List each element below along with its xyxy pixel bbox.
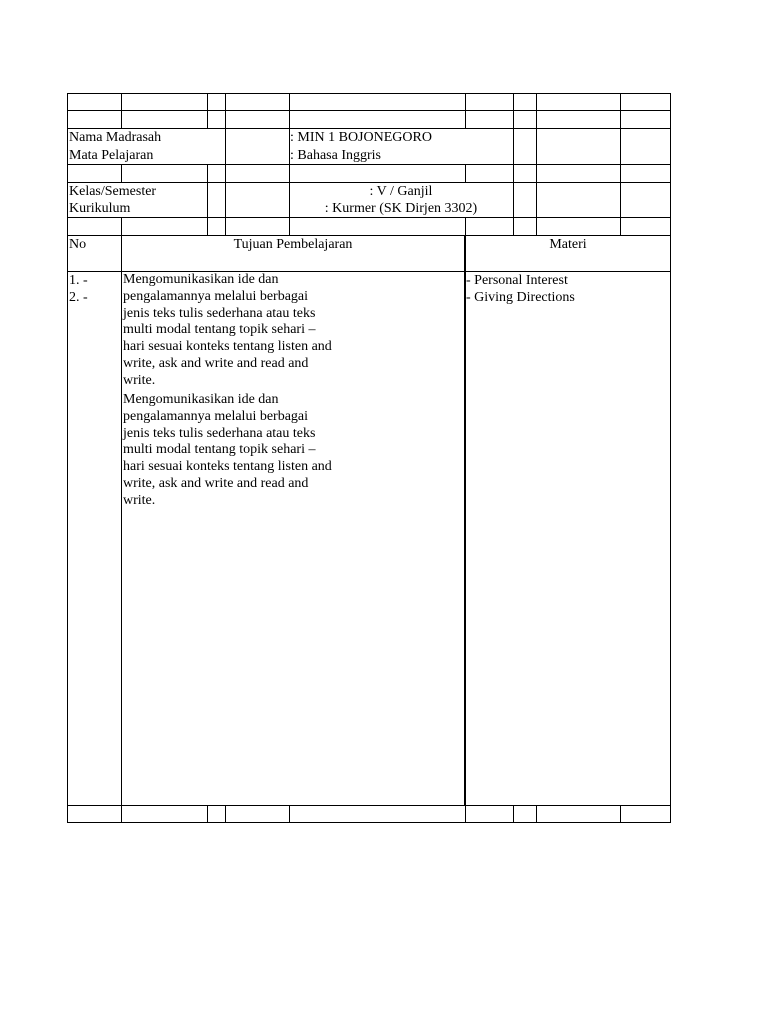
grid-line: [67, 805, 671, 806]
grid-line: [536, 93, 537, 235]
row-number: 2. -: [69, 290, 88, 305]
grid-line: [225, 93, 226, 235]
grid-line: [67, 110, 671, 111]
grid-line: [513, 805, 514, 823]
spreadsheet-grid: [67, 93, 671, 822]
grid-line: [225, 805, 226, 823]
grid-line: [289, 217, 290, 235]
grid-line: [536, 805, 537, 823]
materi-item: - Personal Interest: [466, 273, 568, 288]
grid-line: [465, 93, 466, 128]
grid-line: [67, 93, 671, 94]
kelas-semester-value: : V / Ganjil: [369, 184, 433, 199]
kurikulum-value: : Kurmer (SK Dirjen 3302): [324, 201, 478, 216]
grid-line: [121, 93, 122, 128]
grid-line: [513, 93, 514, 235]
grid-line: [620, 93, 621, 235]
grid-line: [67, 93, 68, 823]
grid-line: [207, 805, 208, 823]
column-header-tujuan: Tujuan Pembelajaran: [233, 237, 353, 252]
grid-line: [670, 93, 671, 823]
grid-line: [465, 164, 466, 182]
column-header-no: No: [69, 237, 87, 252]
tujuan-text: Mengomunikasikan ide dan pengalamannya melalui berbagai jenis teks tulis sederhana atau teks multi modal tentang topik sehari – hari sesuai konteks tentang listen and write, ask and write and read and write.: [123, 392, 332, 508]
mata-pelajaran-value: : Bahasa Inggris: [290, 148, 381, 163]
kelas-semester-label: Kelas/Semester: [69, 184, 157, 199]
materi-item: - Giving Directions: [466, 290, 575, 305]
grid-line: [67, 217, 671, 218]
mata-pelajaran-label: Mata Pelajaran: [69, 148, 154, 163]
grid-line: [207, 93, 208, 128]
grid-line: [289, 93, 290, 128]
grid-line: [464, 235, 466, 805]
grid-line: [620, 805, 621, 823]
grid-line: [67, 822, 671, 823]
grid-line: [121, 164, 122, 182]
grid-line: [207, 164, 208, 182]
nama-madrasah-value: : MIN 1 BOJONEGORO: [290, 130, 432, 145]
grid-line: [121, 235, 122, 823]
kurikulum-label: Kurikulum: [69, 201, 131, 216]
grid-line: [67, 164, 671, 165]
grid-line: [207, 182, 208, 235]
grid-line: [121, 217, 122, 235]
grid-line: [289, 164, 290, 182]
grid-line: [289, 805, 290, 823]
row-number: 1. -: [69, 273, 88, 288]
column-header-materi: Materi: [549, 237, 587, 252]
nama-madrasah-label: Nama Madrasah: [69, 130, 162, 145]
grid-line: [465, 805, 466, 823]
grid-line: [465, 217, 466, 235]
tujuan-text: Mengomunikasikan ide dan pengalamannya melalui berbagai jenis teks tulis sederhana atau teks multi modal tentang topik sehari – hari sesuai konteks tentang listen and write, ask and write and read and write.: [123, 272, 332, 388]
